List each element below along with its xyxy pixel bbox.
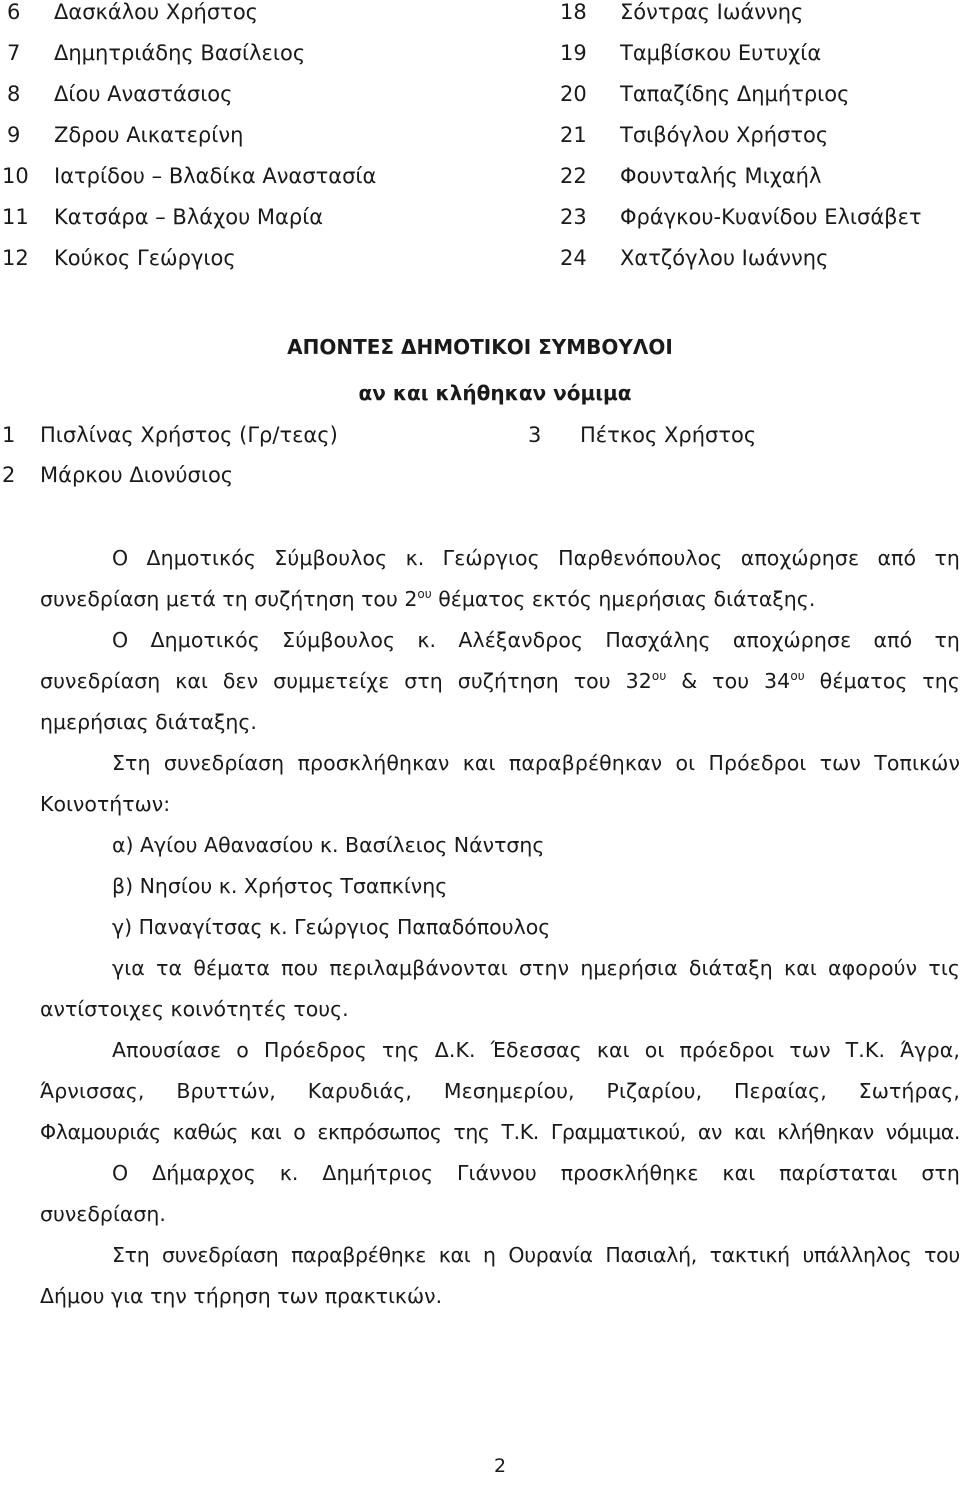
superscript: ου [651, 669, 667, 684]
member-number: 11 [2, 205, 29, 229]
paragraph-line: ημερήσιας διάταξης. [40, 710, 257, 734]
paragraph-line: για τα θέματα που περιλαμβάνονται στην ημερήσια διάταξη και αφορούν τις [112, 956, 960, 980]
member-name: Ταμβίσκου Ευτυχία [620, 41, 822, 65]
member-row [0, 156, 960, 197]
community-item: γ) Παναγίτσας κ. Γεώργιος Παπαδόπουλος [112, 915, 551, 939]
absent-row [0, 455, 960, 495]
paragraph-line [40, 579, 960, 620]
member-row [0, 115, 960, 156]
absent-row [0, 415, 960, 455]
absent-name: Μάρκου Διονύσιος [40, 463, 234, 487]
member-row [0, 238, 960, 279]
member-row [0, 74, 960, 115]
council-members-list [0, 0, 960, 279]
member-number: 23 [560, 205, 587, 229]
paragraph-line: αντίστοιχες κοινότητές τους. [40, 997, 349, 1021]
member-name: Δασκάλου Χρήστος [54, 0, 258, 24]
absent-name: Πέτκος Χρήστος [580, 423, 757, 447]
member-name: Κούκος Γεώργιος [54, 246, 236, 270]
member-row [0, 197, 960, 238]
member-number: 24 [560, 246, 587, 270]
paragraph-line: Άρνισσας, Βρυττών, Καρυδιάς, Μεσημερίου, Ριζαρίου, Περαίας, Σωτήρας, [40, 1079, 960, 1103]
absent-name: Πισλίνας Χρήστος (Γρ/τεας) [40, 423, 338, 447]
text-span: συνεδρίαση μετά τη συζήτηση του 2 [40, 587, 418, 611]
minutes-body [40, 538, 960, 1317]
member-number: 7 [7, 41, 21, 65]
absent-members-heading: ΑΠΟΝΤΕΣ ΔΗΜΟΤΙΚΟΙ ΣΥΜΒΟΥΛΟΙ [287, 335, 673, 359]
absent-number: 1 [2, 423, 16, 447]
member-number: 21 [560, 123, 587, 147]
text-span: θέματος εκτός ημερήσιας διάταξης. [431, 587, 816, 611]
member-name: Σόντρας Ιωάννης [620, 0, 804, 24]
member-number: 9 [7, 123, 21, 147]
paragraph-line: Ο Δήμαρχος κ. Δημήτριος Γιάννου προσκλήθηκε και παρίσταται στη [112, 1161, 960, 1185]
member-name: Χατζόγλου Ιωάννης [620, 246, 829, 270]
member-number: 6 [7, 0, 21, 24]
absent-number: 2 [2, 463, 16, 487]
member-name: Ζδρου Αικατερίνη [54, 123, 244, 147]
paragraph-line: Απουσίασε ο Πρόεδρος της Δ.Κ. Έδεσσας και οι πρόεδροι των Τ.Κ. Άγρα, [112, 1038, 960, 1062]
member-number: 20 [560, 82, 587, 106]
member-row [0, 33, 960, 74]
member-number: 10 [2, 164, 29, 188]
absent-number: 3 [528, 423, 542, 447]
paragraph-line: Ο Δημοτικός Σύμβουλος κ. Γεώργιος Παρθενόπουλος αποχώρησε από τη [112, 546, 960, 570]
member-number: 22 [560, 164, 587, 188]
paragraph-line: Στη συνεδρίαση παραβρέθηκε και η Ουρανία Πασιαλή, τακτική υπάλληλος του [112, 1243, 960, 1267]
text-span: συνεδρίαση και δεν συμμετείχε στη συζήτηση του 32 [40, 669, 652, 693]
member-number: 12 [2, 246, 29, 270]
superscript: ου [790, 669, 805, 684]
member-name: Δίου Αναστάσιος [54, 82, 233, 106]
community-item: β) Νησίου κ. Χρήστος Τσαπκίνης [112, 874, 448, 898]
member-number: 19 [560, 41, 587, 65]
paragraph-line: Φλαμουριάς καθώς και ο εκπρόσωπος της Τ.Κ. Γραμματικού, αν και κλήθηκαν νόμιμα. [40, 1120, 960, 1144]
member-number: 8 [7, 82, 21, 106]
member-name: Τσιβόγλου Χρήστος [620, 123, 829, 147]
absent-members-subheading: αν και κλήθηκαν νόμιμα [358, 381, 632, 405]
paragraph-line [40, 661, 960, 702]
member-name: Ιατρίδου – Βλαδίκα Αναστασία [54, 164, 377, 188]
member-name: Ταπαζίδης Δημήτριος [620, 82, 850, 106]
member-row [0, 0, 960, 33]
paragraph-line: Στη συνεδρίαση προσκλήθηκαν και παραβρέθηκαν οι Πρόεδροι των Τοπικών [112, 751, 960, 775]
superscript: ου [417, 587, 432, 602]
page-number: 2 [493, 1455, 507, 1477]
absent-members-list [0, 415, 960, 495]
text-span: θέματος της [804, 669, 960, 693]
paragraph-line: συνεδρίαση. [40, 1202, 166, 1226]
member-number: 18 [560, 0, 587, 24]
paragraph-line: Κοινοτήτων: [40, 792, 171, 816]
paragraph-line: Ο Δημοτικός Σύμβουλος κ. Αλέξανδρος Πασχάλης αποχώρησε από τη [112, 628, 960, 652]
member-name: Φουνταλής Μιχαήλ [620, 164, 822, 188]
member-name: Δημητριάδης Βασίλειος [54, 41, 306, 65]
member-name: Φράγκου-Κυανίδου Ελισάβετ [620, 205, 922, 229]
member-name: Κατσάρα – Βλάχου Μαρία [54, 205, 324, 229]
text-span: & του 34 [666, 669, 791, 693]
paragraph-line: Δήμου για την τήρηση των πρακτικών. [40, 1284, 443, 1308]
community-item: α) Αγίου Αθανασίου κ. Βασίλειος Νάντσης [112, 833, 545, 857]
